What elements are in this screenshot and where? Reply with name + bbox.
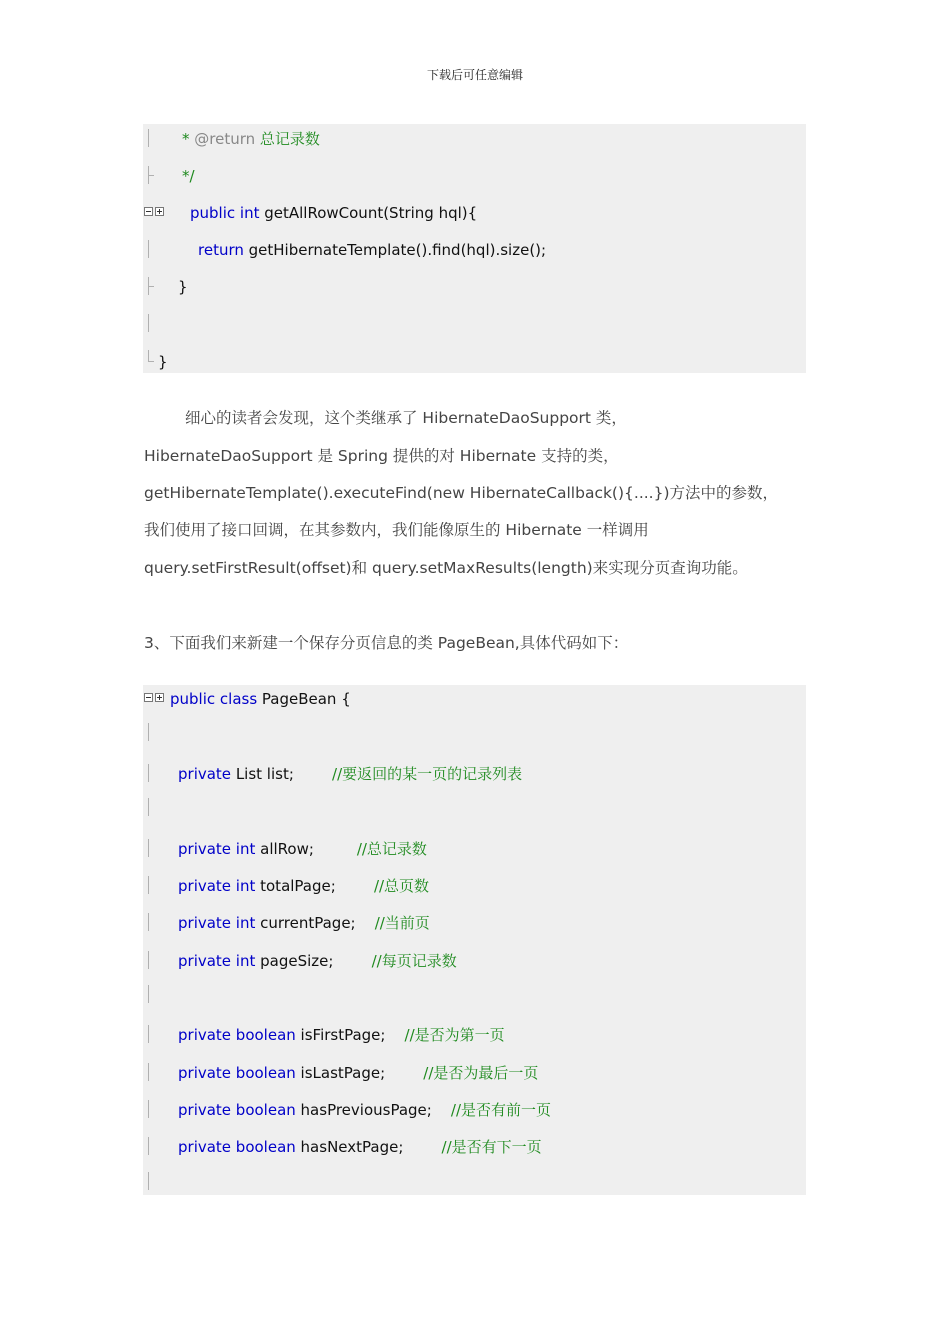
code-gutter-line bbox=[148, 129, 149, 147]
code-gutter-line bbox=[148, 839, 149, 857]
code-gutter-line bbox=[148, 314, 149, 332]
code-line bbox=[143, 1061, 806, 1085]
code-gutter-line bbox=[148, 876, 149, 894]
code-gutter-line bbox=[148, 913, 149, 931]
code-line bbox=[143, 721, 806, 745]
code-keyword: return bbox=[198, 241, 244, 259]
code-token: List list; bbox=[231, 765, 333, 783]
code-token: } bbox=[158, 353, 168, 371]
code-line bbox=[143, 1135, 806, 1159]
code-gutter bbox=[148, 1135, 156, 1159]
code-gutter-line bbox=[148, 1025, 149, 1043]
code-gutter bbox=[148, 1170, 156, 1194]
code-gutter-line bbox=[148, 277, 149, 295]
code-comment: //是否为最后一页 bbox=[423, 1064, 539, 1082]
section-3-heading: 3、下面我们来新建一个保存分页信息的类 PageBean,具体代码如下： bbox=[144, 634, 629, 652]
code-token: isFirstPage; bbox=[295, 1026, 405, 1044]
code-gutter-line bbox=[148, 985, 149, 1003]
code-gutter bbox=[148, 796, 156, 820]
code-keyword: public class bbox=[170, 690, 258, 708]
code-gutter-line bbox=[148, 1137, 149, 1155]
code-gutter-line bbox=[148, 951, 149, 969]
code-line bbox=[143, 796, 806, 820]
paragraph-line: 我们使用了接口回调，在其参数内，我们能像原生的 Hibernate 一样调用 bbox=[144, 521, 649, 539]
code-keyword: private boolean bbox=[178, 1026, 296, 1044]
code-gutter bbox=[148, 837, 156, 861]
code-token: hasPreviousPage; bbox=[295, 1101, 451, 1119]
code-gutter bbox=[148, 687, 156, 711]
code-gutter bbox=[148, 164, 156, 188]
code-gutter-line bbox=[148, 1063, 149, 1081]
code-comment: //是否有下一页 bbox=[441, 1138, 542, 1156]
code-gutter bbox=[148, 911, 156, 935]
code-gutter-line bbox=[148, 240, 149, 258]
code-line bbox=[143, 1170, 806, 1194]
code-comment: */ bbox=[182, 167, 195, 185]
code-keyword: private int bbox=[178, 914, 256, 932]
code-keyword: private boolean bbox=[178, 1138, 296, 1156]
expand-icon[interactable] bbox=[155, 693, 164, 702]
code-keyword: private int bbox=[178, 840, 256, 858]
code-keyword: private bbox=[178, 765, 232, 783]
expand-icon[interactable] bbox=[155, 207, 164, 216]
code-comment: //当前页 bbox=[374, 914, 430, 932]
code-comment: 总记录数 bbox=[255, 130, 320, 148]
code-line bbox=[143, 275, 806, 299]
code-comment: //是否有前一页 bbox=[450, 1101, 552, 1119]
code-line bbox=[143, 201, 806, 225]
code-comment: //是否为第一页 bbox=[404, 1026, 505, 1044]
code-keyword: private boolean bbox=[178, 1064, 296, 1082]
code-token: pageSize; bbox=[255, 952, 372, 970]
code-gutter bbox=[148, 721, 156, 745]
code-keyword: private int bbox=[178, 877, 256, 895]
code-gutter bbox=[148, 238, 156, 262]
code-gutter bbox=[148, 201, 156, 225]
code-line bbox=[143, 1023, 806, 1047]
paragraph-line: getHibernateTemplate().executeFind(new HibernateCallback(){....})方法中的参数， bbox=[144, 484, 779, 502]
code-comment: * bbox=[182, 130, 195, 148]
code-line bbox=[143, 127, 806, 151]
code-line bbox=[143, 762, 806, 786]
code-token: PageBean { bbox=[257, 690, 351, 708]
paragraph-line: HibernateDaoSupport 是 Spring 提供的对 Hibernate 支持的类， bbox=[144, 447, 619, 465]
code-gutter bbox=[148, 983, 156, 1007]
code-line bbox=[143, 687, 806, 711]
code-comment: //要返回的某一页的记录列表 bbox=[332, 765, 523, 783]
code-gutter bbox=[148, 312, 156, 336]
code-gutter bbox=[148, 874, 156, 898]
code-keyword: private int bbox=[178, 952, 256, 970]
code-line bbox=[143, 350, 806, 374]
code-token: hasNextPage; bbox=[295, 1138, 442, 1156]
code-token: isLastPage; bbox=[295, 1064, 424, 1082]
code-line bbox=[143, 949, 806, 973]
code-gutter bbox=[148, 1023, 156, 1047]
code-token: } bbox=[178, 278, 188, 296]
page-header: 下载后可任意编辑 bbox=[426, 68, 523, 82]
code-gutter bbox=[148, 127, 156, 151]
code-gutter-line bbox=[148, 350, 149, 362]
code-comment: @return bbox=[194, 130, 256, 148]
code-gutter-line bbox=[148, 798, 149, 816]
code-line bbox=[143, 238, 806, 262]
code-line bbox=[143, 911, 806, 935]
paragraph-line: 细心的读者会发现，这个类继承了 HibernateDaoSupport 类， bbox=[185, 409, 627, 427]
code-comment: //每页记录数 bbox=[371, 952, 457, 970]
code-line bbox=[143, 164, 806, 188]
code-line bbox=[143, 1098, 806, 1122]
code-comment: //总记录数 bbox=[356, 840, 427, 858]
code-keyword: private boolean bbox=[178, 1101, 296, 1119]
code-block-pagebean bbox=[143, 685, 806, 1195]
code-gutter bbox=[148, 1061, 156, 1085]
code-token: currentPage; bbox=[255, 914, 375, 932]
code-token: getHibernateTemplate().find(hql).size(); bbox=[243, 241, 547, 259]
code-gutter-line bbox=[148, 166, 149, 184]
code-comment: //总页数 bbox=[373, 877, 430, 895]
code-gutter bbox=[148, 350, 156, 374]
collapse-icon[interactable] bbox=[144, 207, 153, 216]
code-gutter-line bbox=[148, 764, 149, 782]
code-keyword: public int bbox=[190, 204, 260, 222]
code-gutter-line bbox=[148, 1172, 149, 1190]
code-line bbox=[143, 983, 806, 1007]
code-token: allRow; bbox=[255, 840, 357, 858]
code-gutter-line bbox=[148, 723, 149, 741]
code-line bbox=[143, 837, 806, 861]
code-line bbox=[143, 874, 806, 898]
paragraph-line: query.setFirstResult(offset)和 query.setMaxResults(length)来实现分页查询功能。 bbox=[144, 559, 748, 577]
code-gutter-line bbox=[148, 1100, 149, 1118]
code-gutter bbox=[148, 275, 156, 299]
code-line bbox=[143, 312, 806, 336]
code-block-get-all-row-count bbox=[143, 124, 806, 373]
code-gutter bbox=[148, 949, 156, 973]
code-gutter bbox=[148, 1098, 156, 1122]
collapse-icon[interactable] bbox=[144, 693, 153, 702]
code-gutter bbox=[148, 762, 156, 786]
code-token: getAllRowCount(String hql){ bbox=[259, 204, 478, 222]
code-token: totalPage; bbox=[255, 877, 374, 895]
